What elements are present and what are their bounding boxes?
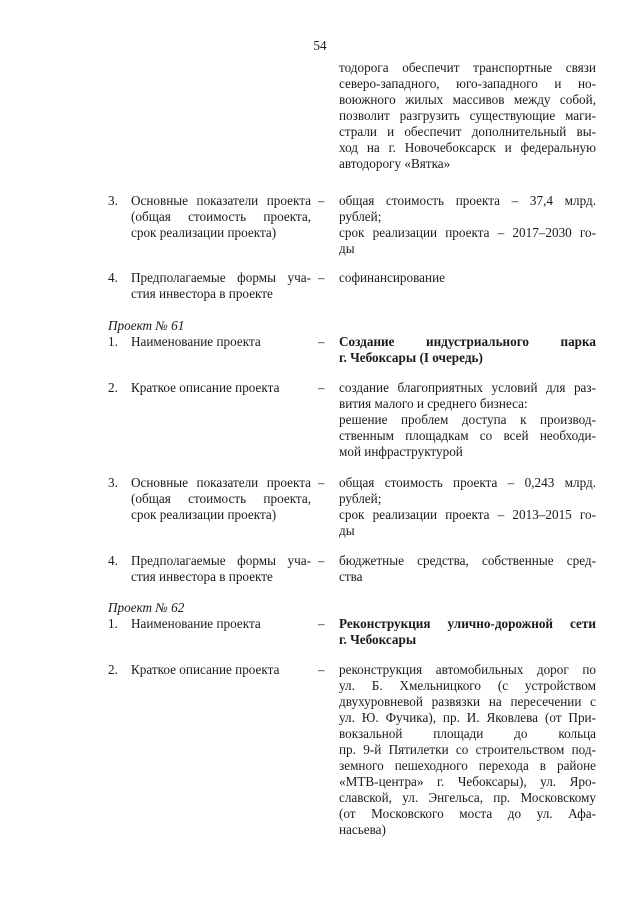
text-line: общая стоимость проекта – 37,4 млрд. <box>339 193 596 208</box>
text-line: земного пешеходного перехода в районе <box>339 758 596 773</box>
text-line: ул. Ю. Фучика), пр. И. Яковлева (от При- <box>339 710 596 725</box>
text-line: вокзальной площади до кольца <box>339 726 596 741</box>
project-heading: Проект № 62 <box>108 600 185 615</box>
text-line: ственным площадкам со всей необходи- <box>339 428 596 443</box>
text-line: Наименование проекта <box>131 616 261 631</box>
row-value <box>339 553 596 585</box>
text-line: (общая стоимость проекта, <box>131 209 311 224</box>
row-label <box>131 553 311 585</box>
row-label <box>131 334 311 350</box>
text-line: ул. Б. Хмельницкого (с устройством <box>339 678 596 693</box>
text-line: воюжного жилых массивов между собой, <box>339 92 596 107</box>
text-line: срок реализации проекта – 2017–2030 го- <box>339 225 596 240</box>
text-line: рублей; <box>339 491 382 506</box>
text-line: Основные показатели проекта <box>131 475 311 490</box>
text-line: мой инфраструктурой <box>339 444 463 459</box>
dash-separator: – <box>318 616 325 631</box>
row-value <box>339 334 596 366</box>
row-value <box>339 662 596 838</box>
text-line: позволит разгрузить существующие маги- <box>339 108 596 123</box>
dash-separator: – <box>318 553 325 568</box>
text-line: тодорога обеспечит транспортные связи <box>339 60 596 75</box>
text-line: Краткое описание проекта <box>131 380 280 395</box>
row-label <box>131 270 311 302</box>
text-line: стия инвестора в проекте <box>131 569 273 584</box>
text-line: Реконструкция улично-дорожной сети <box>339 616 596 631</box>
text-line: общая стоимость проекта – 0,243 млрд. <box>339 475 596 490</box>
row-number: 2. <box>108 380 118 395</box>
page-number: 54 <box>313 38 327 53</box>
row-number: 4. <box>108 553 118 568</box>
row-label <box>131 662 311 678</box>
intro-continuation <box>339 60 596 172</box>
project-heading: Проект № 61 <box>108 318 185 333</box>
row-label <box>131 193 311 241</box>
row-number: 3. <box>108 475 118 490</box>
text-line: ды <box>339 241 355 256</box>
text-line: страли и обеспечит дополнительный вы- <box>339 124 596 139</box>
text-line: вития малого и среднего бизнеса: <box>339 396 528 411</box>
text-line: Основные показатели проекта <box>131 193 311 208</box>
row-number: 3. <box>108 193 118 208</box>
text-line: срок реализации проекта – 2013–2015 го- <box>339 507 596 522</box>
text-line: (от Московского моста до ул. Афа- <box>339 806 596 821</box>
dash-separator: – <box>318 380 325 395</box>
text-line: Наименование проекта <box>131 334 261 349</box>
text-line: софинансирование <box>339 270 445 285</box>
text-line: славской, ул. Энгельса, пр. Московскому <box>339 790 596 805</box>
dash-separator: – <box>318 662 325 677</box>
text-line: пр. 9-й Пятилетки со строительством под- <box>339 742 596 757</box>
dash-separator: – <box>318 270 325 285</box>
row-label <box>131 475 311 523</box>
row-value <box>339 193 596 257</box>
dash-separator: – <box>318 334 325 349</box>
row-value <box>339 380 596 460</box>
text-line: создание благоприятных условий для раз- <box>339 380 596 395</box>
text-line: насьева) <box>339 822 386 837</box>
text-line: ход на г. Новочебоксарск и федеральную <box>339 140 596 155</box>
row-number: 2. <box>108 662 118 677</box>
text-line: срок реализации проекта) <box>131 507 277 522</box>
dash-separator: – <box>318 193 325 208</box>
text-line: северо-западного, юго-западного и но- <box>339 76 596 91</box>
text-line: г. Чебоксары <box>339 632 417 647</box>
text-line: автодорогу «Вятка» <box>339 156 451 171</box>
text-line: ства <box>339 569 363 584</box>
text-line: «МТВ-центра» г. Чебоксары), ул. Яро- <box>339 774 596 789</box>
row-value <box>339 270 596 286</box>
text-line: (общая стоимость проекта, <box>131 491 311 506</box>
text-line: стия инвестора в проекте <box>131 286 273 301</box>
text-line: двухуровневой развязки на пересечении с <box>339 694 596 709</box>
text-line: ды <box>339 523 355 538</box>
text-line: бюджетные средства, собственные сред- <box>339 553 596 568</box>
text-line: г. Чебоксары (I очередь) <box>339 350 483 365</box>
row-value <box>339 616 596 648</box>
text-line: решение проблем доступа к производ- <box>339 412 596 427</box>
row-label <box>131 616 311 632</box>
text-line: Создание индустриального парка <box>339 334 596 349</box>
row-number: 1. <box>108 334 118 349</box>
text-line: срок реализации проекта) <box>131 225 277 240</box>
row-value <box>339 475 596 539</box>
text-line: рублей; <box>339 209 382 224</box>
dash-separator: – <box>318 475 325 490</box>
text-line: Краткое описание проекта <box>131 662 280 677</box>
row-number: 4. <box>108 270 118 285</box>
text-line: Предполагаемые формы уча- <box>131 553 311 568</box>
row-label <box>131 380 311 396</box>
row-number: 1. <box>108 616 118 631</box>
text-line: Предполагаемые формы уча- <box>131 270 311 285</box>
text-line: реконструкция автомобильных дорог по <box>339 662 596 677</box>
